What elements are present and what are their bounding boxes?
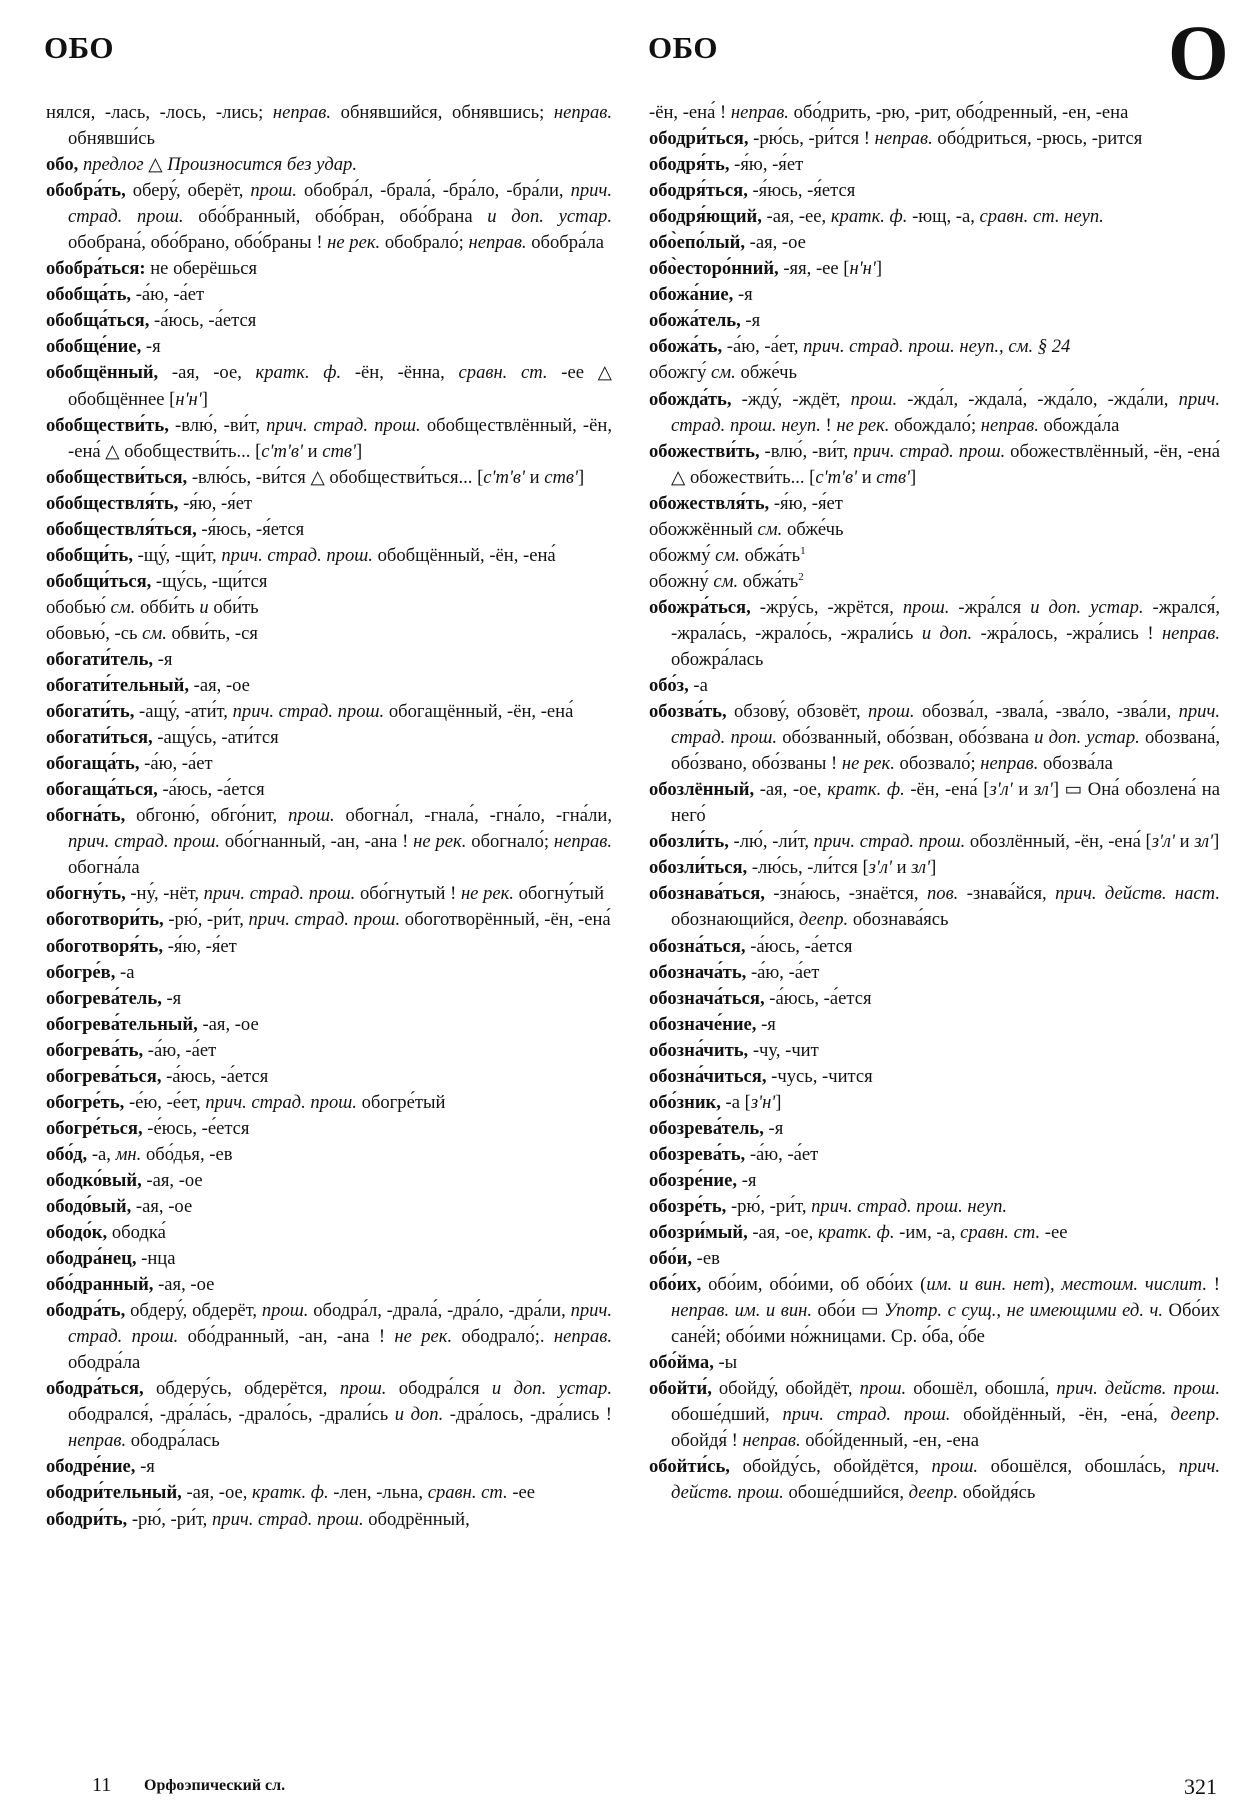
dictionary-entry: обожжённый см. обже́чь	[649, 518, 844, 540]
dictionary-entry: обожну́ см. $обжа́ть^2$	[649, 570, 804, 592]
running-head-right: ОБО	[648, 30, 719, 65]
dictionary-entry: обозри́мый, -ая, -ое, кратк. ф. -им, -а, сравн. ст. -ее	[649, 1222, 1068, 1244]
dictionary-entry: обозрева́ть, -а́ю, -а́ет	[649, 1143, 819, 1165]
dictionary-entry: обогаща́ться, -а́юсь, -а́ется	[46, 779, 265, 801]
dictionary-entry: обобра́ться: не оберёшься	[46, 258, 257, 280]
dictionary-entry: обо, предлог △ Произносится без удар.	[46, 154, 357, 176]
dictionary-entry: нялся, -лась, -лось, -лись; неправ. обнявшийся, обнявшись; неправ. обнявши́сь	[46, 102, 612, 150]
dictionary-entry: обобществи́ться, -влю́сь, -ви́тся △ обобществи́ться... [сʹтʹвʹ и ствʹ]	[46, 466, 585, 488]
dictionary-entry: обозре́ние, -я	[649, 1169, 757, 1191]
dictionary-entry: ободо́вый, -ая, -ое	[46, 1195, 193, 1217]
dictionary-entry: обозрева́тель, -я	[649, 1117, 784, 1139]
dictionary-entry: обозлённый, -ая, -ое, кратк. ф. -ён, -ена́ [зʹлʹ и злʹ] ▭ Она́ обозлена́ на него́	[649, 779, 1220, 827]
dictionary-entry: обобра́ть, оберу́, оберёт, прош. обобра́л, -брала́, -бра́ло, -бра́ли, прич. страд. прош. обо́бранный, обо́бран, обо́брана и доп. устар. обобрана́, обо́брано, обо́браны ! не рек. обобрало́; неправ. обобра́ла	[46, 180, 612, 254]
dictionary-entry: обожра́ться, -жру́сь, -жрётся, прош. -жра́лся и доп. устар. -жрался́, -жрала́сь, -жрало́сь, -жрали́сь и доп. -жра́лось, -жра́лись ! неправ. обожра́лась	[649, 596, 1221, 670]
signature-title: Орфоэпический сл.	[144, 1777, 286, 1794]
dictionary-entry: обогати́тель, -я	[46, 648, 173, 670]
left-column	[46, 100, 612, 1533]
dictionary-entry: обожа́тель, -я	[649, 310, 761, 332]
dictionary-entry: обо̀епо́лый, -ая, -ое	[649, 232, 806, 254]
dictionary-entry: обожествля́ть, -я́ю, -я́ет	[649, 492, 843, 514]
dictionary-entry: обоготворя́ть, -я́ю, -я́ет	[46, 935, 237, 957]
dictionary-entry: обозре́ть, -рю́, -ри́т, прич. страд. прош. неуп.	[649, 1195, 1008, 1217]
dictionary-entry: обобществля́ть, -я́ю, -я́ет	[46, 492, 253, 514]
dictionary-entry: ободре́ние, -я	[46, 1456, 155, 1478]
dictionary-entry: обожа́ть, -а́ю, -а́ет, прич. страд. прош. неуп., см. § 24	[649, 336, 1071, 358]
dictionary-entry: обозначе́ние, -я	[649, 1013, 776, 1035]
dictionary-entry: ободря́ющий, -ая, -ее, кратк. ф. -ющ, -а, сравн. ст. неуп.	[649, 206, 1104, 228]
dictionary-entry: обобщённый, -ая, -ое, кратк. ф. -ён, -ённа, сравн. ст. -ее △ обобщённее [нʹнʹ]	[46, 362, 612, 410]
dictionary-entry: обойти́, обойду́, обойдёт, прош. обошёл, обошла́, прич. действ. прош. обоше́дший, прич. страд. прош. обойдённый, -ён, -ена́, деепр. обойдя́ ! неправ. обо́йденный, -ен, -ена	[649, 1378, 1220, 1452]
dictionary-entry: обобщи́ть, -щу́, -щи́т, прич. страд. прош. обобщённый, -ён, -ена́	[46, 544, 556, 566]
dictionary-entry: обо́дранный, -ая, -ое	[46, 1274, 215, 1296]
signature-number: 11	[92, 1774, 112, 1796]
dictionary-entry: обожгу́ см. обже́чь	[649, 362, 797, 384]
dictionary-entry: обогати́ть, -ащу́, -ати́т, прич. страд. прош. обогащённый, -ён, -ена́	[46, 701, 574, 723]
running-head-left: ОБО	[44, 30, 115, 65]
dictionary-entry: ободо́к, ободка́	[46, 1222, 166, 1244]
dictionary-entry: ободко́вый, -ая, -ое	[46, 1169, 203, 1191]
dictionary-entry: обознава́ться, -зна́юсь, -знаётся, пов. -знава́йся, прич. действ. наст. обознающийся, деепр. обознава́ясь	[649, 883, 1220, 931]
dictionary-entry: обобща́ть, -а́ю, -а́ет	[46, 284, 205, 306]
dictionary-entry: обогрева́тель, -я	[46, 987, 182, 1009]
dictionary-entry: -ён, -ена́ ! неправ. обо́дрить, -рю, -рит, обо́дренный, -ен, -ена	[649, 102, 1129, 123]
dictionary-entry: обогрева́ться, -а́юсь, -а́ется	[46, 1065, 269, 1087]
dictionary-entry: обозва́ть, обзову́, обзовёт, прош. обозва́л, -звала́, -зва́ло, -зва́ли, прич. страд. прош. обо́званный, обо́зван, обо́звана и доп. устар. обозвана́, обо́звано, обо́званы ! не рек. обозвало́; неправ. обозва́ла	[649, 701, 1221, 775]
dictionary-entry: обозна́ться, -а́юсь, -а́ется	[649, 935, 853, 957]
dictionary-entry: обобще́ние, -я	[46, 336, 161, 358]
dictionary-entry: обобью́ см. обби́ть и оби́ть	[46, 596, 259, 618]
dictionary-entry: обожестви́ть, -влю́, -ви́т, прич. страд. прош. обожествлённый, -ён, -ена́ △ обожестви́ть... [сʹтʹвʹ и ствʹ]	[649, 440, 1220, 488]
dictionary-entry: обогре́в, -а	[46, 961, 135, 983]
dictionary-entry: обогна́ть, обгоню́, обго́нит, прош. обогна́л, -гнала́, -гна́ло, -гна́ли, прич. страд. прош. обо́гнанный, -ан, -ана ! не рек. обогнало́; неправ. обогна́ла	[46, 805, 612, 879]
dictionary-entry: ободри́ть, -рю́, -ри́т, прич. страд. прош. ободрённый,	[46, 1508, 470, 1530]
dictionary-entry: обо́их, обо́им, обо́ими, об обо́их (им. и вин. нет), местоим. числит. ! неправ. им. и вин. обо́и ▭ Употр. с сущ., не имеющими ед. ч. Обо́их сане́й; обо́ими но́жницами. Ср. о́ба, о́бе	[649, 1274, 1220, 1348]
dictionary-entry: обобща́ться, -а́юсь, -а́ется	[46, 310, 257, 332]
dictionary-entry: ободра́ть, обдеру́, обдерёт, прош. ободра́л, -драла́, -дра́ло, -дра́ли, прич. страд. прош. обо́дранный, -ан, -ана ! не рек. ободрало́;. неправ. ободра́ла	[46, 1300, 612, 1374]
dictionary-entry: обобщи́ться, -щу́сь, -щи́тся	[46, 570, 268, 592]
page-number: 321	[1184, 1774, 1217, 1799]
dictionary-entry: обогрева́ть, -а́ю, -а́ет	[46, 1039, 217, 1061]
dictionary-entry: обогре́ться, -е́юсь, -е́ется	[46, 1117, 250, 1139]
dictionary-entry: обогаща́ть, -а́ю, -а́ет	[46, 753, 213, 775]
dictionary-entry: ободра́нец, -нца	[46, 1248, 176, 1270]
dictionary-entry: обобществи́ть, -влю́, -ви́т, прич. страд. прош. обобществлённый, -ён, -ена́ △ обобществи́ть... [сʹтʹвʹ и ствʹ]	[46, 414, 612, 462]
dictionary-entry: обогрева́тельный, -ая, -ое	[46, 1013, 259, 1035]
dictionary-entry: обо́з, -а	[649, 675, 708, 697]
dictionary-entry: обогати́тельный, -ая, -ое	[46, 675, 250, 697]
dictionary-entry: обо́и, -ев	[649, 1248, 720, 1270]
dictionary-entry: ободра́ться, обдеру́сь, обдерётся, прош. ободра́лся и доп. устар. ободрался́, -дра́ла́сь, -драло́сь, -драли́сь и доп. -дра́лось, -дра́лись ! неправ. ободра́лась	[46, 1378, 612, 1452]
dictionary-entry: ободря́ть, -я́ю, -я́ет	[649, 154, 804, 176]
dictionary-entry: ободря́ться, -я́юсь, -я́ется	[649, 180, 856, 202]
dictionary-entry: обожа́ние, -я	[649, 284, 753, 306]
dictionary-entry: обоготвори́ть, -рю́, -ри́т, прич. страд. прош. обоготворённый, -ён, -ена́	[46, 909, 611, 931]
dictionary-entry: обо́зник, -а [зʹнʹ]	[649, 1091, 782, 1113]
dictionary-entry: обогну́ть, -ну́, -нёт, прич. страд. прош. обо́гнутый ! не рек. обогну́тый	[46, 883, 605, 905]
dictionary-entry: обо̀есторо́нний, -яя, -ее [нʹнʹ]	[649, 258, 883, 280]
dictionary-entry: обознача́ться, -а́юсь, -а́ется	[649, 987, 872, 1009]
dictionary-entry: обо́йма, -ы	[649, 1352, 738, 1374]
dictionary-entry: ободри́ться, -рю́сь, -ри́тся ! неправ. обо́дриться, -рюсь, -рится	[649, 128, 1143, 150]
dictionary-entry: обойти́сь, обойду́сь, обойдётся, прош. обошёлся, обошла́сь, прич. действ. прош. обоше́дшийся, деепр. обойдя́сь	[649, 1456, 1220, 1504]
dictionary-entry: обовью́, -сь см. обви́ть, -ся	[46, 622, 258, 644]
dictionary-entry: обозна́читься, -чусь, -чится	[649, 1065, 873, 1087]
right-column	[649, 100, 1220, 1507]
dictionary-entry: обогати́ться, -ащу́сь, -ати́тся	[46, 727, 279, 749]
dictionary-entry: обо́д, -а, мн. обо́дья, -ев	[46, 1143, 233, 1165]
dictionary-entry: обознача́ть, -а́ю, -а́ет	[649, 961, 820, 983]
dictionary-entry: ободри́тельный, -ая, -ое, кратк. ф. -лен, -льна, сравн. ст. -ее	[46, 1482, 536, 1504]
dictionary-entry: обозли́ться, -лю́сь, -ли́тся [зʹлʹ и злʹ]	[649, 857, 937, 879]
dictionary-entry: обобществля́ться, -я́юсь, -я́ется	[46, 518, 305, 540]
dictionary-entry: обожда́ть, -жду́, -ждёт, прош. -жда́л, -ждала́, -жда́ло, -жда́ли, прич. страд. прош. неуп. ! не рек. обождало́; неправ. обожда́ла	[649, 388, 1220, 436]
dictionary-entry: обозли́ть, -лю́, -ли́т, прич. страд. прош. обозлённый, -ён, -ена́ [зʹлʹ и злʹ]	[649, 831, 1220, 853]
dictionary-entry: обогре́ть, -е́ю, -е́ет, прич. страд. прош. обогре́тый	[46, 1091, 446, 1113]
dictionary-entry: обожму́ см. $обжа́ть^1$	[649, 544, 806, 566]
section-letter: О	[1168, 9, 1229, 96]
dictionary-entry: обозна́чить, -чу, -чит	[649, 1039, 819, 1061]
